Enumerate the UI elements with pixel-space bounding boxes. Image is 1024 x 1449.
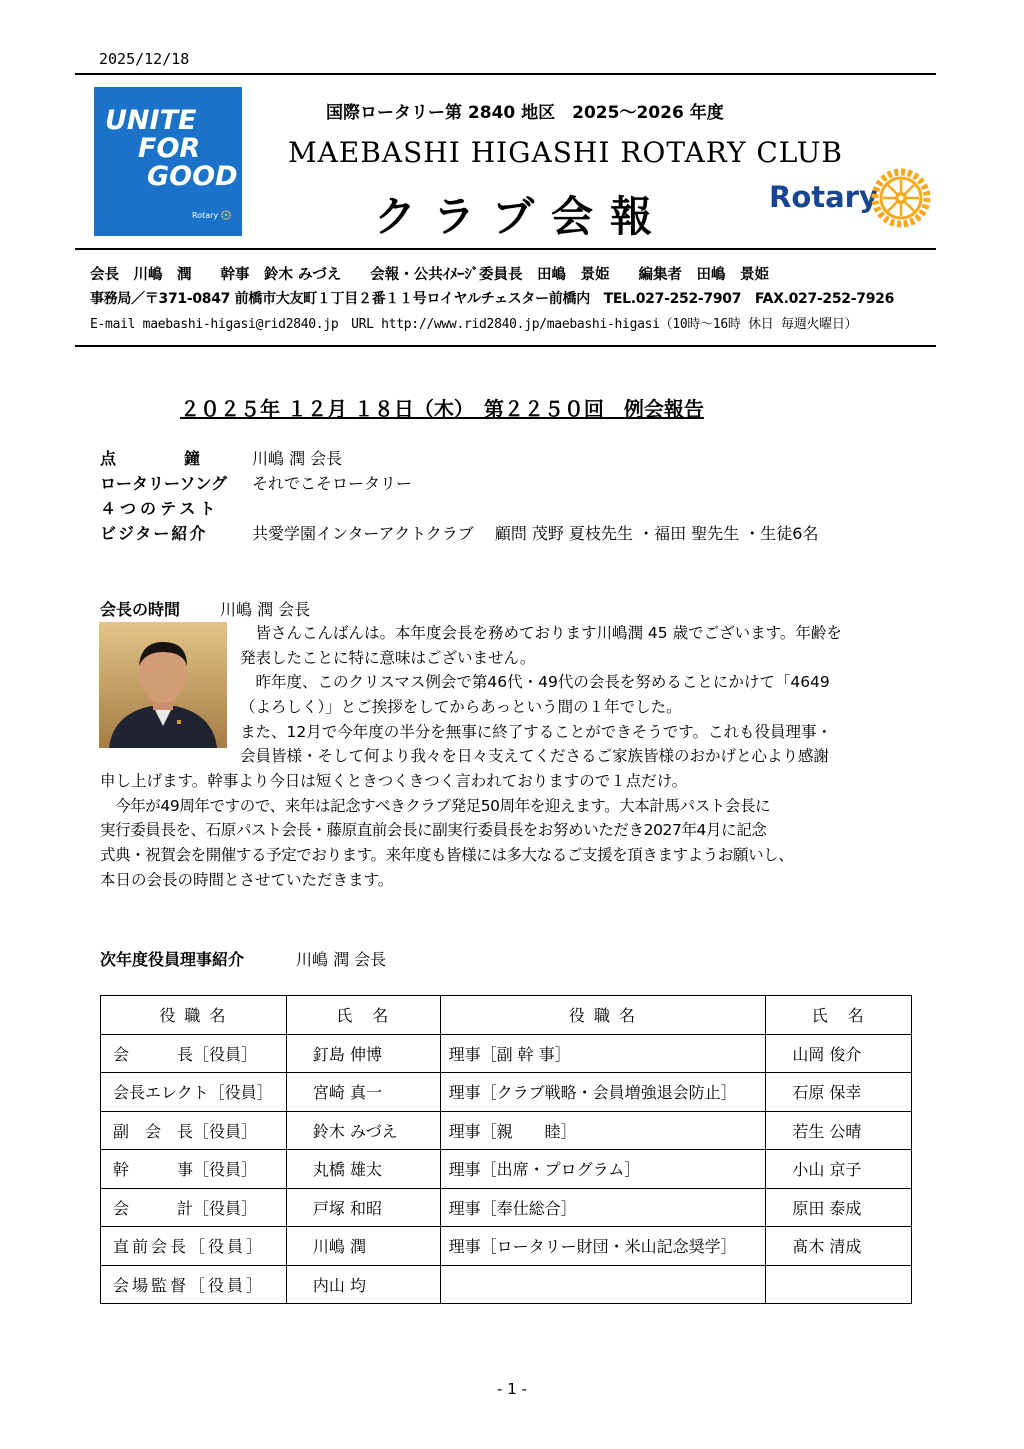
speech-line-4: （よろしく）」とご挨拶をしてからあっという間の１年でした。 bbox=[240, 698, 682, 716]
issue-date: 2025/12/18 bbox=[99, 50, 190, 68]
office-address-line: 事務局／〒371-0847 前橋市大友町１丁目２番１１号ロイヤルチェスター前橋内 TEL.027-252-7907 FAX.027-252-7926 bbox=[90, 291, 895, 307]
table-header-role-2: 役 職 名 bbox=[440, 996, 766, 1035]
speech-line-7: 申し上げます。幹事より今日は短くときつくきつく言われておりますので１点だけ。 bbox=[100, 772, 688, 790]
table-cell-name: 丸橋 雄太 bbox=[286, 1150, 440, 1189]
contact-line: E-mail maebashi-higasi@rid2840.jp URL http://www.rid2840.jp/maebashi-higasi（10時～16時 休日 毎週火曜日） bbox=[90, 317, 858, 332]
table-cell-name-2: 小山 京子 bbox=[766, 1150, 912, 1189]
info-rule bbox=[75, 345, 936, 347]
program-value-visitors: 共愛学園インターアクトクラブ 顧問 茂野 夏枝先生 ・福田 聖先生 ・生徒6名 bbox=[252, 524, 819, 543]
report-title: ２０２５年 １２月 １８日（木） 第２２５０回 例会報告 bbox=[180, 397, 704, 421]
table-cell-name-2: 山岡 俊介 bbox=[766, 1034, 912, 1073]
page-number: - 1 - bbox=[497, 1380, 527, 1398]
president-section-speaker: 川嶋 潤 会長 bbox=[220, 600, 311, 619]
table-row bbox=[101, 1188, 912, 1227]
table-cell-role-2: 理事［親 睦］ bbox=[440, 1111, 766, 1150]
speech-line-3: 昨年度、このクリスマス例会で第46代・49代の会長を努めることにかけて「4649 bbox=[240, 673, 830, 691]
logo-line-for: FOR bbox=[138, 133, 201, 164]
bulletin-title: クラブ会報 bbox=[374, 192, 670, 241]
logo-line-unite: UNITE bbox=[105, 105, 197, 136]
logo-brand-small: Rotary bbox=[192, 211, 219, 220]
speech-line-11: 本日の会長の時間とさせていただきます。 bbox=[100, 871, 394, 889]
table-row bbox=[101, 1150, 912, 1189]
table-cell-role: 直前会長［役員］ bbox=[101, 1227, 287, 1266]
table-cell-name: 戸塚 和昭 bbox=[286, 1188, 440, 1227]
table-cell-name: 宮崎 真一 bbox=[286, 1073, 440, 1112]
unite-for-good-logo bbox=[94, 87, 242, 236]
table-cell-role: 副 会 長［役員］ bbox=[101, 1111, 287, 1150]
table-cell-name-2: 若生 公晴 bbox=[766, 1111, 912, 1150]
table-cell-role: 幹 事［役員］ bbox=[101, 1150, 287, 1189]
officers-table bbox=[100, 995, 912, 1304]
program-value-song: それでこそロータリー bbox=[252, 474, 413, 493]
next-year-heading: 次年度役員理事紹介 bbox=[100, 950, 245, 969]
table-cell-role: 会場監督［役員］ bbox=[101, 1265, 287, 1304]
next-year-speaker: 川嶋 潤 会長 bbox=[296, 950, 387, 969]
table-header-role: 役 職 名 bbox=[101, 996, 287, 1035]
small-rotary-wheel-icon bbox=[221, 210, 231, 220]
header-rule bbox=[75, 248, 936, 250]
speech-line-8: 今年が49周年ですので、来年は記念すべきクラブ発足50周年を迎えます。大本計馬パスト会長に bbox=[100, 797, 771, 815]
table-cell-role-2: 理事［ロータリー財団・米山記念奨学］ bbox=[440, 1227, 766, 1266]
table-cell-name: 川嶋 潤 bbox=[286, 1227, 440, 1266]
table-cell-role: 会 計［役員］ bbox=[101, 1188, 287, 1227]
table-row bbox=[101, 1111, 912, 1150]
table-cell-name: 鈴木 みづえ bbox=[286, 1111, 440, 1150]
table-cell-name: 釘島 伸博 bbox=[286, 1034, 440, 1073]
club-name: MAEBASHI HIGASHI ROTARY CLUB bbox=[288, 136, 843, 169]
table-header-name: 氏 名 bbox=[286, 996, 440, 1035]
table-cell-role-2: 理事［奉仕総合］ bbox=[440, 1188, 766, 1227]
table-row bbox=[101, 1034, 912, 1073]
table-cell-name-2: 髙木 清成 bbox=[766, 1227, 912, 1266]
program-label-song: ロータリーソング bbox=[100, 474, 228, 493]
table-header-name-2: 氏 名 bbox=[766, 996, 912, 1035]
table-cell-role-2: 理事［出席・プログラム］ bbox=[440, 1150, 766, 1189]
program-value-bell: 川嶋 潤 会長 bbox=[252, 449, 343, 468]
top-rule bbox=[75, 73, 936, 75]
speech-line-5: また、12月で今年度の半分を無事に終了することができそうです。これも役員理事・ bbox=[240, 723, 832, 741]
table-row bbox=[101, 1265, 912, 1304]
speech-line-10: 式典・祝賀会を開催する予定でおります。来年度も皆様には多大なるご支援を頂きますようお願いし、 bbox=[100, 846, 794, 864]
table-cell-name-2: 石原 保幸 bbox=[766, 1073, 912, 1112]
table-cell-name-2: 原田 泰成 bbox=[766, 1188, 912, 1227]
table-cell-name: 内山 均 bbox=[286, 1265, 440, 1304]
table-cell-name-2 bbox=[766, 1265, 912, 1304]
table-cell-role-2: 理事［副 幹 事］ bbox=[440, 1034, 766, 1073]
rotary-wordmark: Rotary bbox=[769, 180, 878, 214]
speech-line-9: 実行委員長を、石原パスト会長・藤原直前会長に副実行委員長をお努めいただき2027年4月に記念 bbox=[100, 821, 767, 839]
program-label-visitors: ビジター紹介 bbox=[100, 524, 208, 543]
table-row bbox=[101, 1073, 912, 1112]
speech-line-1: 皆さんこんばんは。本年度会長を務めております川嶋潤 45 歳でございます。年齢を bbox=[240, 624, 842, 642]
district-line: 国際ロータリー第 2840 地区 2025～2026 年度 bbox=[326, 103, 724, 123]
president-section-heading: 会長の時間 bbox=[100, 600, 181, 619]
speech-line-6: 会員皆様・そして何より我々を日々支えてくださるご家族皆様のおかげと心より感謝 bbox=[240, 747, 830, 765]
president-photo bbox=[99, 622, 227, 748]
table-cell-role-2 bbox=[440, 1265, 766, 1304]
logo-line-good: GOOD bbox=[147, 161, 238, 192]
table-cell-role: 会 長［役員］ bbox=[101, 1034, 287, 1073]
program-label-four-way-test: ４つのテスト bbox=[100, 499, 220, 518]
program-label-bell: 点 鐘 bbox=[100, 449, 206, 468]
table-row bbox=[101, 1227, 912, 1266]
officers-line: 会長 川嶋 潤 幹事 鈴木 みづえ 会報・公共ｲﾒｰｼﾞ委員長 田嶋 景姫 編集者 田嶋 景姫 bbox=[90, 267, 770, 283]
speech-line-2: 発表したことに特に意味はございません。 bbox=[240, 649, 536, 667]
table-header-row bbox=[101, 996, 912, 1035]
rotary-wheel-icon bbox=[870, 167, 932, 229]
table-cell-role: 会長エレクト［役員］ bbox=[101, 1073, 287, 1112]
table-cell-role-2: 理事［クラブ戦略・会員増強退会防止］ bbox=[440, 1073, 766, 1112]
